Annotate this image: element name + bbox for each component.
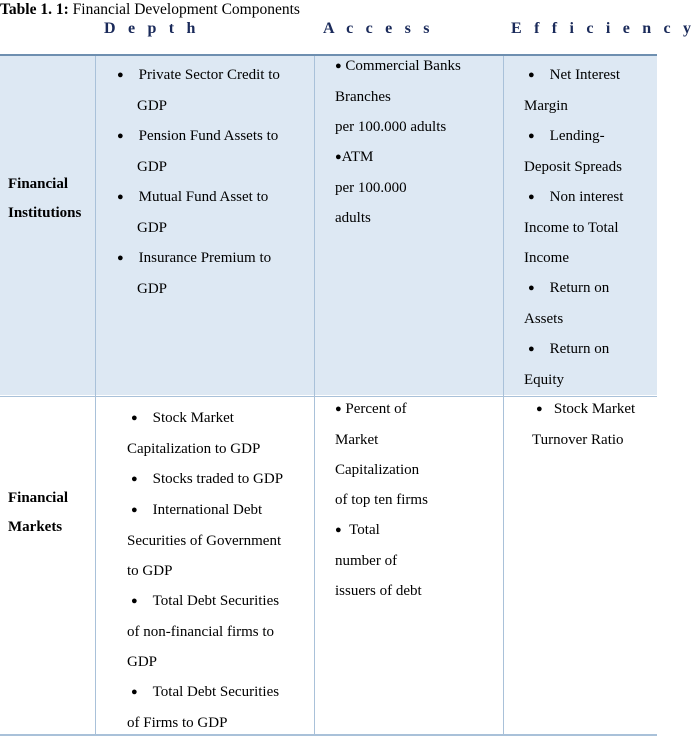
cell-fi-access: ● Commercial Banks Branches per 100.000 adults ●ATM per 100.000 adults <box>335 51 503 233</box>
list-item: ● Pension Fund Assets to <box>117 128 279 144</box>
list-item: ●ATM <box>335 149 374 165</box>
cell-fm-access: ● Percent of Market Capitalization of top ten firms ● Total number of issuers of debt <box>335 394 503 606</box>
list-item: ● Non interest <box>528 189 624 205</box>
row-label-financial-institutions: Financial Institutions <box>8 176 82 221</box>
list-item: ● Return on <box>528 280 610 296</box>
list-item: ● Insurance Premium to <box>117 250 272 266</box>
list-item: ● Total Debt Securities <box>131 593 280 609</box>
list-item: ● Stock Market <box>536 401 636 417</box>
col-divider-1 <box>95 56 96 735</box>
col-divider-3 <box>503 56 504 735</box>
list-item: ● Net Interest <box>528 67 621 83</box>
header-access: A c c e s s <box>323 20 434 37</box>
list-item: ● Stock Market <box>131 410 234 426</box>
list-item: ● Commercial Banks <box>335 58 461 74</box>
cell-fm-depth: ● Stock Market Capitalization to GDP ● Stocks traded to GDP ● International Debt Securities of Government to GDP ● Total Debt Securities of non-financial firms to GDP ● Total Debt Securities of Firms to GDP <box>127 403 314 738</box>
row-label-financial-markets: Financial Markets <box>8 490 69 535</box>
header-efficiency: E f f i c i e n c y <box>511 20 695 37</box>
list-item: ● Percent of <box>335 401 407 417</box>
col-divider-2 <box>314 56 315 735</box>
list-item: ● Return on <box>528 341 610 357</box>
list-item: ● Lending- <box>528 128 605 144</box>
list-item: ● Total <box>335 522 380 538</box>
cell-fm-efficiency: ● Stock Market Turnover Ratio <box>530 394 657 455</box>
table-caption <box>0 0 300 19</box>
table-caption-text: Financial Development Components <box>68 1 300 18</box>
table-bottom-border <box>0 734 657 736</box>
header-divider <box>0 54 657 56</box>
table-caption-label: Table 1. 1: <box>0 1 69 18</box>
header-depth: D e p t h <box>104 20 200 37</box>
list-item: ● Mutual Fund Asset to <box>117 189 269 205</box>
cell-fi-depth: ● Private Sector Credit to GDP ● Pension Fund Assets to GDP ● Mutual Fund Asset to GDP ● Insurance Premium to GDP <box>117 60 313 304</box>
list-item: ● Private Sector Credit to <box>117 67 280 83</box>
list-item: ● International Debt <box>131 502 263 518</box>
list-item: ● Total Debt Securities <box>131 684 280 700</box>
cell-fi-efficiency: ● Net Interest Margin ● Lending- Deposit Spreads ● Non interest Income to Total Income ● Return on Assets ● Return on Equity <box>524 60 657 395</box>
list-item: ● Stocks traded to GDP <box>131 471 284 487</box>
